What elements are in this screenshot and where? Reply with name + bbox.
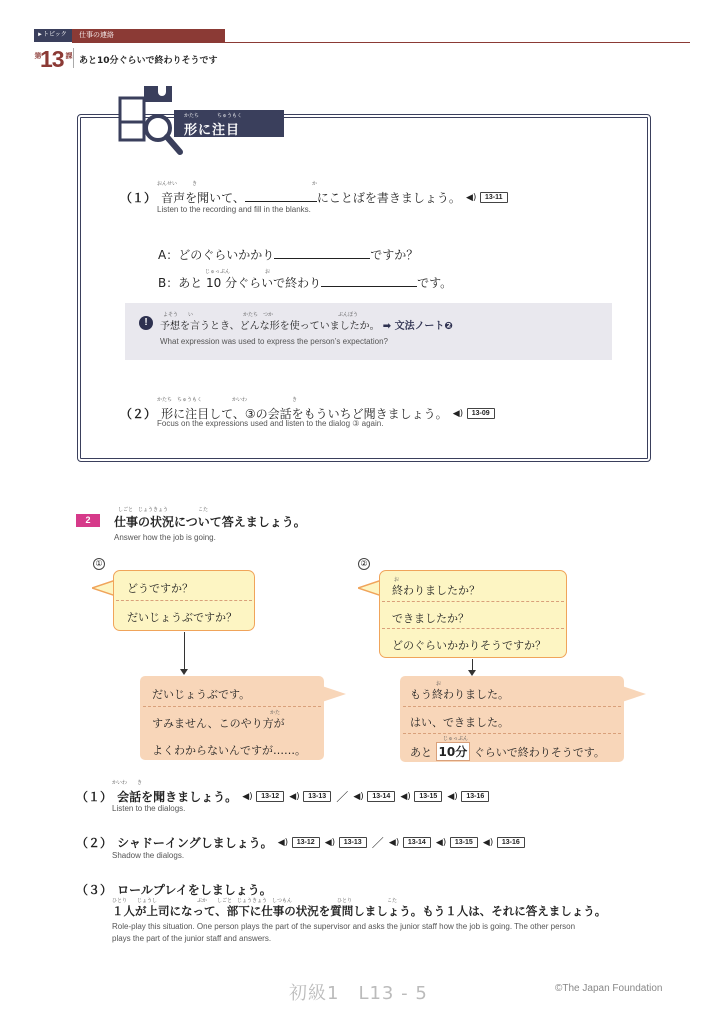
slash: ／ <box>371 836 384 850</box>
q1-ruby: おんせい き か <box>157 181 318 187</box>
q1-line <box>120 187 508 206</box>
speaker-icon: ◀) <box>324 837 336 848</box>
sub3-number: （３） <box>76 883 113 897</box>
arrow-line <box>184 632 185 670</box>
divider <box>143 706 321 707</box>
sub1-text: 会話を聞きましょう。 <box>117 790 238 804</box>
q2-en: Focus on the expressions used and listen to the dialog ③ again. <box>157 419 384 428</box>
q1-text-b: にことばを書きましょう。 <box>316 191 461 205</box>
dialog2-answer-1: もう終わりました。 <box>410 688 509 701</box>
dialog1-question-2: だいじょうぶですか？ <box>127 611 237 624</box>
q1-blank-a[interactable] <box>274 247 370 259</box>
audio-track-13-09[interactable]: 13-09 <box>467 408 495 419</box>
q1-text-a: 音声を聞いて、 <box>161 191 245 205</box>
puzzle-magnifier-icon <box>114 80 190 162</box>
audio-track[interactable]: 13-16 <box>461 791 489 802</box>
sub2-en: Shadow the dialogs. <box>112 851 185 860</box>
divider <box>382 601 564 602</box>
sub2-number: （２） <box>76 836 113 850</box>
q1-number: （１） <box>120 191 157 205</box>
divider <box>403 733 621 734</box>
dialog2-answer-3: あと 10分 ぐらいで終わりそうです。 <box>410 742 605 761</box>
sub3-en-b: plays the part of the junior staff and answers. <box>112 934 272 943</box>
exclamation-icon: ! <box>139 316 153 330</box>
speaker-icon: ◀) <box>388 837 400 848</box>
dialog1-label: ① <box>93 558 105 570</box>
dialog2-answer-2: はい、できました。 <box>410 716 509 729</box>
bubble-tail <box>322 684 346 704</box>
speaker-icon: ◀) <box>353 791 364 802</box>
sub3-ruby: ひとり じょうし ぶか しごと じょうきょう しつもん ひとり こた <box>112 898 398 904</box>
speaker-icon: ◀) <box>242 791 253 802</box>
slash: ／ <box>336 790 349 804</box>
q2-text: 形に注目して、③の会話をもういちど聞きましょう。 <box>161 407 448 421</box>
audio-track[interactable]: 13-14 <box>367 791 395 802</box>
q1-blank[interactable] <box>245 190 317 202</box>
hint-text: 予想を言うとき、どんな形を使っていましたか。 ➡ 文法ノート❷ <box>160 321 453 332</box>
lesson-title: あと10分ぐらいで終わりそうです <box>79 56 218 66</box>
divider <box>382 628 564 629</box>
q1-line-a: A：どのぐらいかかり ですか？ <box>158 248 419 262</box>
q1-line-b-ruby: じゅっぷん お <box>205 269 271 275</box>
audio-track[interactable]: 13-16 <box>497 837 525 848</box>
page-number: 初級1 L13 - 5 <box>289 983 428 1004</box>
dialog2-answer-ruby: お <box>436 681 442 687</box>
speaker-icon: ◀) <box>452 408 464 419</box>
dialog1-question-1: どうですか？ <box>127 582 193 595</box>
section2-title: 仕事の状況について答えましょう。 <box>114 515 306 529</box>
sub3-en-a: Role-play this situation. One person plays the part of the supervisor and asks the junior staff how the job is going. The other person <box>112 922 576 931</box>
audio-track[interactable]: 13-14 <box>403 837 431 848</box>
dialog2-question-1: 終わりましたか？ <box>392 584 480 597</box>
audio-track[interactable]: 13-12 <box>292 837 320 848</box>
dialog1-answer-2: すみません、このやり方が <box>152 717 285 730</box>
q2-number: （２） <box>120 407 157 421</box>
dialog1-answer-1: だいじょうぶです。 <box>152 688 251 701</box>
arrow-down-icon <box>180 669 188 675</box>
sub1-en: Listen to the dialogs. <box>112 804 186 813</box>
dialog2-label: ② <box>358 558 370 570</box>
q1-blank-b[interactable] <box>321 275 417 287</box>
q2-ruby: かたち ちゅうもく かいわ き <box>157 397 298 403</box>
sub1-line <box>76 786 489 805</box>
lesson-number: 13 <box>40 46 64 72</box>
copyright: ©The Japan Foundation <box>555 983 663 994</box>
q1-en: Listen to the recording and fill in the blanks. <box>157 205 311 214</box>
focus-title-ruby: かたち ちゅうもく <box>184 113 243 119</box>
focus-title: 形に注目 <box>184 123 241 138</box>
hint-ruby: よそう い かたち つか ぶんぽう <box>163 312 359 318</box>
bubble-tail <box>622 684 646 704</box>
dialog2-tenpun-ruby: じゅっぷん <box>443 736 469 742</box>
audio-track[interactable]: 13-13 <box>303 791 331 802</box>
dialog1-answer-3: よくわからないんですが……。 <box>152 744 306 757</box>
dialog2-question-ruby: お <box>394 577 400 583</box>
audio-track[interactable]: 13-13 <box>339 837 367 848</box>
hint-en: What expression was used to express the person’s expectation? <box>160 337 388 346</box>
topic-tab: ►トピック <box>34 29 72 42</box>
sub3-text2: １人が上司になって、部下に仕事の状況を質問しましょう。もう１人は、それに答えましょう。 <box>112 904 607 918</box>
lesson-prefix: 第 <box>34 52 42 59</box>
section2-ruby: しごと じょうきょう こた <box>118 507 209 513</box>
speaker-icon: ◀) <box>277 837 289 848</box>
topic-title: 仕事の連絡 <box>72 29 225 42</box>
speaker-icon: ◀) <box>400 791 411 802</box>
lesson-suffix: 課 <box>65 52 73 59</box>
divider <box>403 706 621 707</box>
ten-minutes-box: 10分 <box>436 742 471 761</box>
sub3-line <box>76 879 272 898</box>
speaker-icon: ◀) <box>465 192 477 203</box>
divider <box>116 600 252 601</box>
speaker-icon: ◀) <box>447 791 458 802</box>
speaker-icon: ◀) <box>289 791 300 802</box>
header-rule <box>72 42 690 43</box>
audio-track-13-11[interactable]: 13-11 <box>480 192 508 203</box>
q1-line-b: B：あと 10 分ぐらいで終わり です。 <box>158 276 453 290</box>
lesson-divider <box>73 48 74 68</box>
sub2-text: シャドーイングしましょう。 <box>117 836 273 850</box>
sub2-line <box>76 832 525 851</box>
sub3-text: ロールプレイをしましょう。 <box>117 883 272 897</box>
speaker-icon: ◀) <box>435 837 447 848</box>
section-number-badge: 2 <box>76 514 100 527</box>
dialog2-question-2: できましたか？ <box>392 612 469 625</box>
audio-track[interactable]: 13-12 <box>256 791 284 802</box>
dialog1-answer-ruby: かた <box>270 710 281 716</box>
sub1-ruby: かいわ き <box>112 780 143 786</box>
sub1-number: （１） <box>76 790 113 804</box>
grammar-note-link[interactable]: ➡ 文法ノート❷ <box>382 321 453 332</box>
dialog2-question-3: どのぐらいかかりそうですか？ <box>392 639 546 652</box>
section2-en: Answer how the job is going. <box>114 533 216 542</box>
audio-track[interactable]: 13-15 <box>450 837 478 848</box>
audio-track[interactable]: 13-15 <box>414 791 442 802</box>
speaker-icon: ◀) <box>482 837 494 848</box>
